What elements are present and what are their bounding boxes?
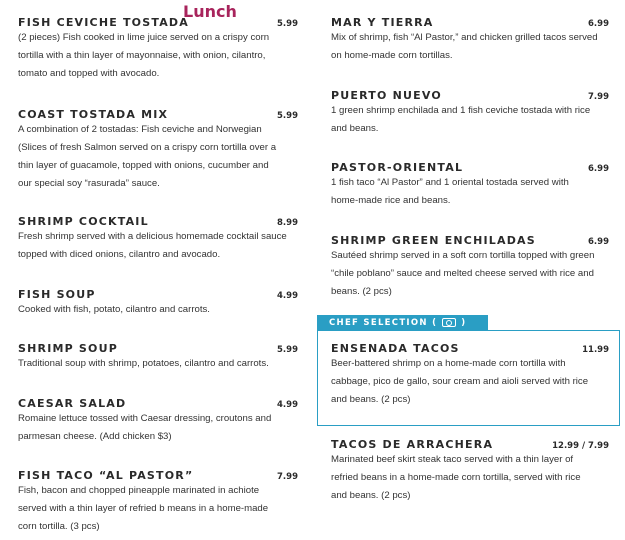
item-price: 7.99 <box>277 472 298 482</box>
item-description: Romaine lettuce tossed with Caesar dressing, croutons and parmesan cheese. (Add chicken $3) <box>18 413 272 442</box>
item-price: 5.99 <box>277 19 298 29</box>
item-price: 5.99 <box>277 111 298 121</box>
item-description: Traditional soup with shrimp, potatoes, cilantro and carrots. <box>18 358 269 369</box>
item-name: FISH TACO “AL PASTOR” <box>18 469 194 482</box>
menu-item <box>18 397 298 446</box>
menu-item <box>18 215 298 264</box>
chef-selection-label: CHEF SELECTION ( <box>329 317 438 328</box>
menu-item <box>331 16 609 65</box>
menu-item <box>331 89 609 138</box>
item-price: 6.99 <box>588 19 609 29</box>
item-name: CAESAR SALAD <box>18 397 127 410</box>
item-price: 11.99 <box>582 345 609 355</box>
menu-item <box>331 438 609 505</box>
item-price: 8.99 <box>277 218 298 228</box>
item-description: 1 fish taco “Al Pastor” and 1 oriental tostada served with home-made rice and beans. <box>331 177 569 206</box>
menu-item <box>18 288 298 319</box>
menu-item <box>331 234 609 301</box>
item-name: COAST TOSTADA MIX <box>18 108 169 121</box>
item-name: TACOS DE ARRACHERA <box>331 438 494 451</box>
item-price: 4.99 <box>277 400 298 410</box>
item-description: Sautéed shrimp served in a soft corn tortilla topped with green “chile poblano” sauce and melted cheese served with rice and beans. (2 pcs) <box>331 250 595 297</box>
menu-item <box>18 108 298 193</box>
page-title: Lunch <box>183 2 237 21</box>
item-description: A combination of 2 tostadas: Fish ceviche and Norwegian (Slices of fresh Salmon served on a crispy corn tortilla over a thin layer of guacamole, topped with onions, cucumber and our special soy “rasurada” sauce. <box>18 124 277 189</box>
item-name: MAR Y TIERRA <box>331 16 434 29</box>
item-description: Beer-battered shrimp on a home-made corn tortilla with cabbage, pico de gallo, sour cream and aioli served with rice and beans. (2 pcs) <box>331 358 589 405</box>
menu-item <box>18 16 298 83</box>
menu-item <box>18 342 298 373</box>
item-name: PUERTO NUEVO <box>331 89 442 102</box>
item-description: Mix of shrimp, fish “Al Pastor,” and chicken grilled tacos served on home-made corn tortillas. <box>331 32 598 61</box>
item-name: FISH SOUP <box>18 288 96 301</box>
item-price: 4.99 <box>277 291 298 301</box>
item-description: (2 pieces) Fish cooked in lime juice served on a crispy corn tortilla with a thin layer of mayonnaise, with onion, cilantro, tomato and topped with avocado. <box>18 32 270 79</box>
item-description: Fresh shrimp served with a delicious homemade cocktail sauce topped with diced onions, cilantro and avocado. <box>18 231 287 260</box>
item-name: ENSENADA TACOS <box>331 342 460 355</box>
camera-icon <box>442 318 456 327</box>
item-name: SHRIMP COCKTAIL <box>18 215 149 228</box>
item-price: 12.99 / 7.99 <box>552 441 609 451</box>
item-name: SHRIMP SOUP <box>18 342 118 355</box>
chef-selection-label-end: ) <box>461 317 467 328</box>
chef-selection-tab <box>317 315 488 330</box>
item-name: SHRIMP GREEN ENCHILADAS <box>331 234 536 247</box>
chef-selection-box <box>317 330 620 426</box>
item-description: Cooked with fish, potato, cilantro and carrots. <box>18 304 210 315</box>
item-description: Fish, bacon and chopped pineapple marinated in achiote served with a thin layer of refried b means in a home-made corn tortilla. (3 pcs) <box>18 485 269 532</box>
item-name: PASTOR-ORIENTAL <box>331 161 464 174</box>
item-description: 1 green shrimp enchilada and 1 fish ceviche tostada with rice and beans. <box>331 105 591 134</box>
item-name: FISH CEVICHE TOSTADA <box>18 16 189 29</box>
item-price: 5.99 <box>277 345 298 355</box>
menu-item <box>331 161 609 210</box>
item-price: 6.99 <box>588 237 609 247</box>
item-price: 6.99 <box>588 164 609 174</box>
menu-item <box>18 469 298 536</box>
item-price: 7.99 <box>588 92 609 102</box>
item-description: Marinated beef skirt steak taco served with a thin layer of refried beans in a home-made corn tortilla, served with rice and beans. (2 pcs) <box>331 454 581 501</box>
